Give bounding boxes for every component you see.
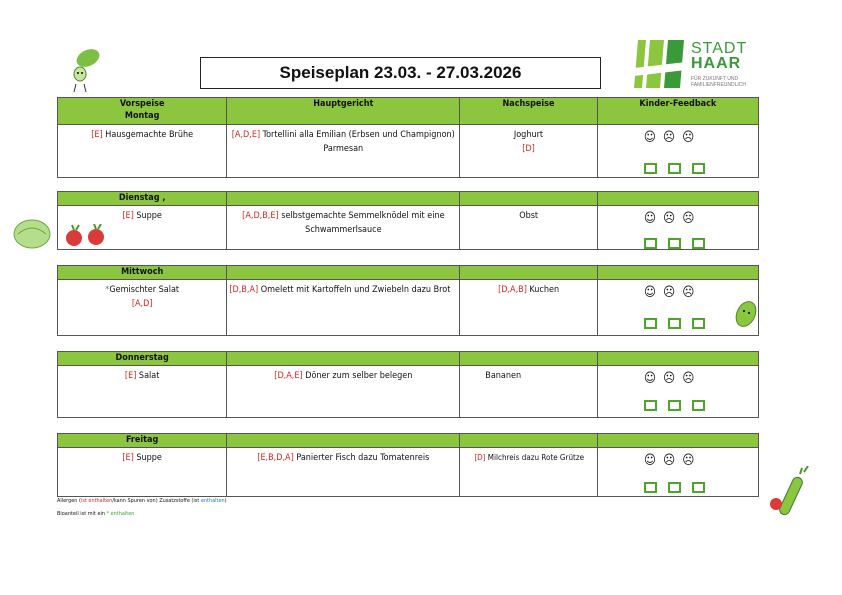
- logo-line3: FÜR ZUKUNFT UND FAMILIENFREUNDLICH: [691, 76, 747, 88]
- cell-hauptgericht: [D,B,A] Omelett mit Kartoffeln und Zwiebeln dazu Brot: [227, 280, 460, 336]
- day-table-wednesday: [57, 265, 759, 336]
- feedback-checkbox-happy[interactable]: [644, 238, 657, 249]
- bio-footnote: Bioanteil ist mit ein * enthalten: [57, 511, 135, 517]
- day-name: Freitag: [58, 434, 227, 448]
- cell-vorspeise: [E] Suppe: [58, 206, 227, 250]
- header-vorspeise: Vorspeise Montag: [58, 98, 227, 125]
- logo-mark-icon: [634, 40, 686, 88]
- cell-vorspeise: *Gemischter Salat [A,D]: [58, 280, 227, 336]
- feedback-checkbox-neutral[interactable]: [668, 400, 681, 411]
- feedback-checkbox-happy[interactable]: [644, 400, 657, 411]
- feedback-checkbox-happy[interactable]: [644, 482, 657, 493]
- smiley-faces-icon: ☺☹☹: [643, 211, 702, 226]
- day-name: Mittwoch: [58, 266, 227, 280]
- allergen-footnote: Allergen (ist enthalten/kann Spuren von) Zusatzstoffe (ist enthalten): [57, 498, 227, 504]
- day-table-tuesday: [57, 191, 759, 250]
- cell-hauptgericht: [E,B,D,A] Panierter Fisch dazu Tomatenreis: [227, 448, 460, 497]
- feedback-checkbox-sad[interactable]: [692, 482, 705, 493]
- feedback-checkbox-sad[interactable]: [692, 238, 705, 249]
- day-name: Dienstag ,: [58, 192, 227, 206]
- feedback-cell: [597, 206, 758, 250]
- city-logo: [634, 40, 764, 92]
- cell-hauptgericht: [A,D,E] Tortellini alla Emilian (Erbsen und Champignon) Parmesan: [227, 125, 460, 178]
- feedback-checkbox-neutral[interactable]: [668, 163, 681, 174]
- cell-hauptgericht: [D,A,E] Döner zum selber belegen: [227, 366, 460, 418]
- feedback-checkbox-happy[interactable]: [644, 163, 657, 174]
- smiley-faces-icon: ☺☹☹: [643, 285, 702, 300]
- feedback-checkbox-neutral[interactable]: [668, 318, 681, 329]
- page-title: Speiseplan 23.03. - 27.03.2026: [200, 57, 601, 89]
- day-name: Donnerstag: [58, 352, 227, 366]
- feedback-checkbox-sad[interactable]: [692, 163, 705, 174]
- carrot-illustration: [764, 466, 824, 524]
- day-table-monday: [57, 97, 759, 178]
- header-feedback: Kinder-Feedback: [597, 98, 758, 125]
- smiley-faces-icon: ☺☹☹: [643, 453, 702, 468]
- cell-vorspeise: [E] Hausgemachte Brühe: [58, 125, 227, 178]
- feedback-cell: [597, 366, 758, 418]
- cell-nachspeise: [D] Milchreis dazu Rote Grütze: [460, 448, 598, 497]
- smiley-faces-icon: ☺☹☹: [643, 371, 702, 386]
- cell-hauptgericht: [A,D,B,E] selbstgemachte Semmelknödel mit eine Schwammerlsauce: [227, 206, 460, 250]
- feedback-checkbox-happy[interactable]: [644, 318, 657, 329]
- feedback-checkbox-sad[interactable]: [692, 400, 705, 411]
- logo-line1: STADT: [691, 40, 748, 57]
- smiley-faces-icon: ☺☹☹: [643, 130, 702, 145]
- cell-nachspeise: [D,A,B] Kuchen: [460, 280, 597, 336]
- cell-vorspeise: [E] Salat: [58, 366, 227, 418]
- cell-nachspeise: Bananen: [460, 366, 598, 418]
- cell-nachspeise: Obst: [460, 206, 597, 250]
- header-hauptgericht: Hauptgericht: [227, 98, 460, 125]
- cell-nachspeise: Joghurt [D]: [460, 125, 597, 178]
- day-table-friday: [57, 433, 759, 497]
- feedback-checkbox-neutral[interactable]: [668, 238, 681, 249]
- feedback-cell: [597, 280, 758, 336]
- feedback-cell: [597, 448, 758, 497]
- feedback-checkbox-neutral[interactable]: [668, 482, 681, 493]
- day-table-thursday: [57, 351, 759, 418]
- logo-line2: HAAR: [691, 55, 742, 72]
- header-nachspeise: Nachspeise: [460, 98, 597, 125]
- vegetable-illustration: [66, 44, 108, 94]
- cell-vorspeise: [E] Suppe: [58, 448, 227, 497]
- feedback-checkbox-sad[interactable]: [692, 318, 705, 329]
- feedback-cell: [597, 125, 758, 178]
- lettuce-illustration: [12, 216, 52, 252]
